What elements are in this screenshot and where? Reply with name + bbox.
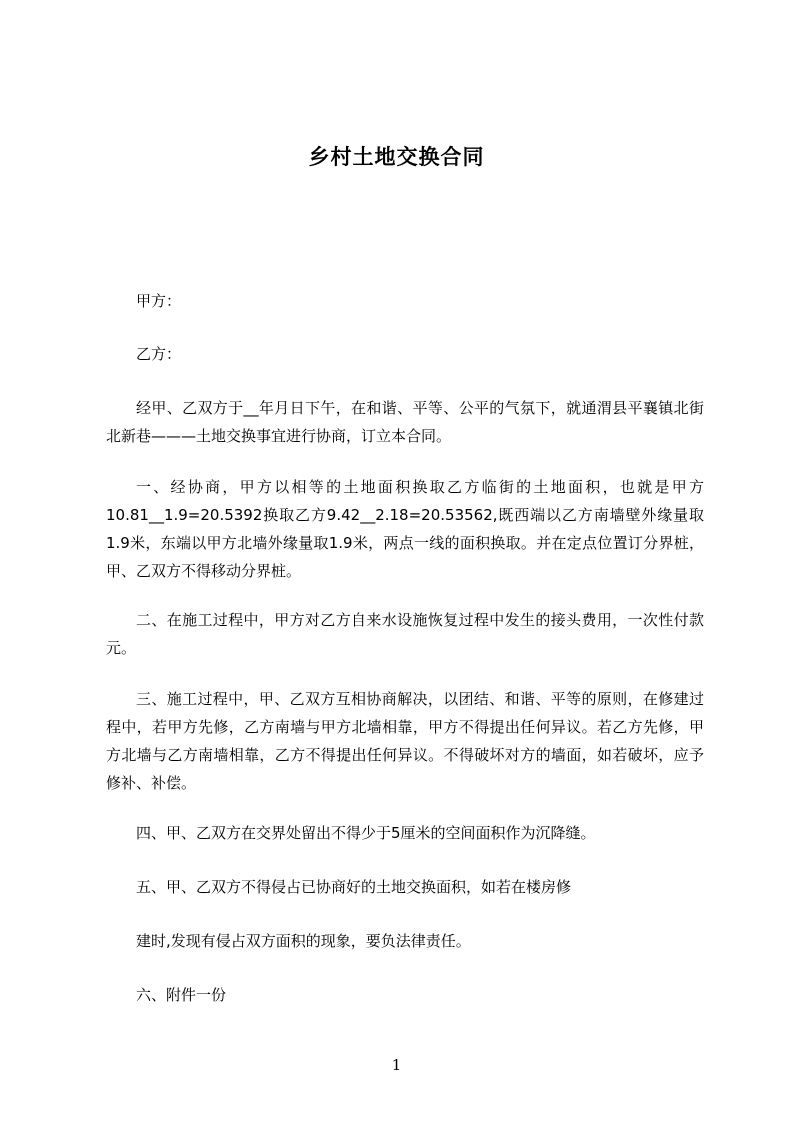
clause-1: 一、经协商，甲方以相等的土地面积换取乙方临街的土地面积，也就是甲方10.81__1.9=20.5392换取乙方9.42__2.18=20.53562,既西端以乙方南墙壁外缘量取1.9米，东端以甲方北墙外缘量取1.9米，两点一线的面积换取。并在定点位置订分界桩，甲、乙双方不得移动分界桩。: [106, 478, 704, 580]
clause-2: 二、在施工过程中，甲方对乙方自来水设施恢复过程中发生的接头费用，一次性付款元。: [106, 611, 704, 657]
contract-title: 乡村土地交换合同: [308, 145, 485, 169]
clause-5-continued: 建时,发现有侵占双方面积的现象，要负法律责任。: [136, 932, 471, 950]
clause-5: 五、甲、乙双方不得侵占已协商好的土地交换面积，如若在楼房修: [136, 878, 572, 896]
intro-paragraph: 经甲、乙双方于__年月日下午，在和谐、平等、公平的气氛下，就通渭县平襄镇北街北新巷———土地交换事宜进行协商，订立本合同。: [106, 399, 704, 445]
clause-6: 六、附件一份: [136, 986, 227, 1004]
page-number: 1: [391, 1056, 402, 1074]
party-b-label: 乙方：: [136, 345, 182, 363]
party-a-label: 甲方：: [136, 292, 182, 310]
clause-4: 四、甲、乙双方在交界处留出不得少于5厘米的空间面积作为沉降缝。: [136, 824, 596, 842]
clause-3: 三、施工过程中，甲、乙双方互相协商解决，以团结、和谐、平等的原则，在修建过程中，若甲方先修，乙方南墙与甲方北墙相靠，甲方不得提出任何异议。若乙方先修，甲方北墙与乙方南墙相靠，乙方不得提出任何异议。不得破坏对方的墙面，如若破坏，应予修补、补偿。: [106, 690, 704, 792]
